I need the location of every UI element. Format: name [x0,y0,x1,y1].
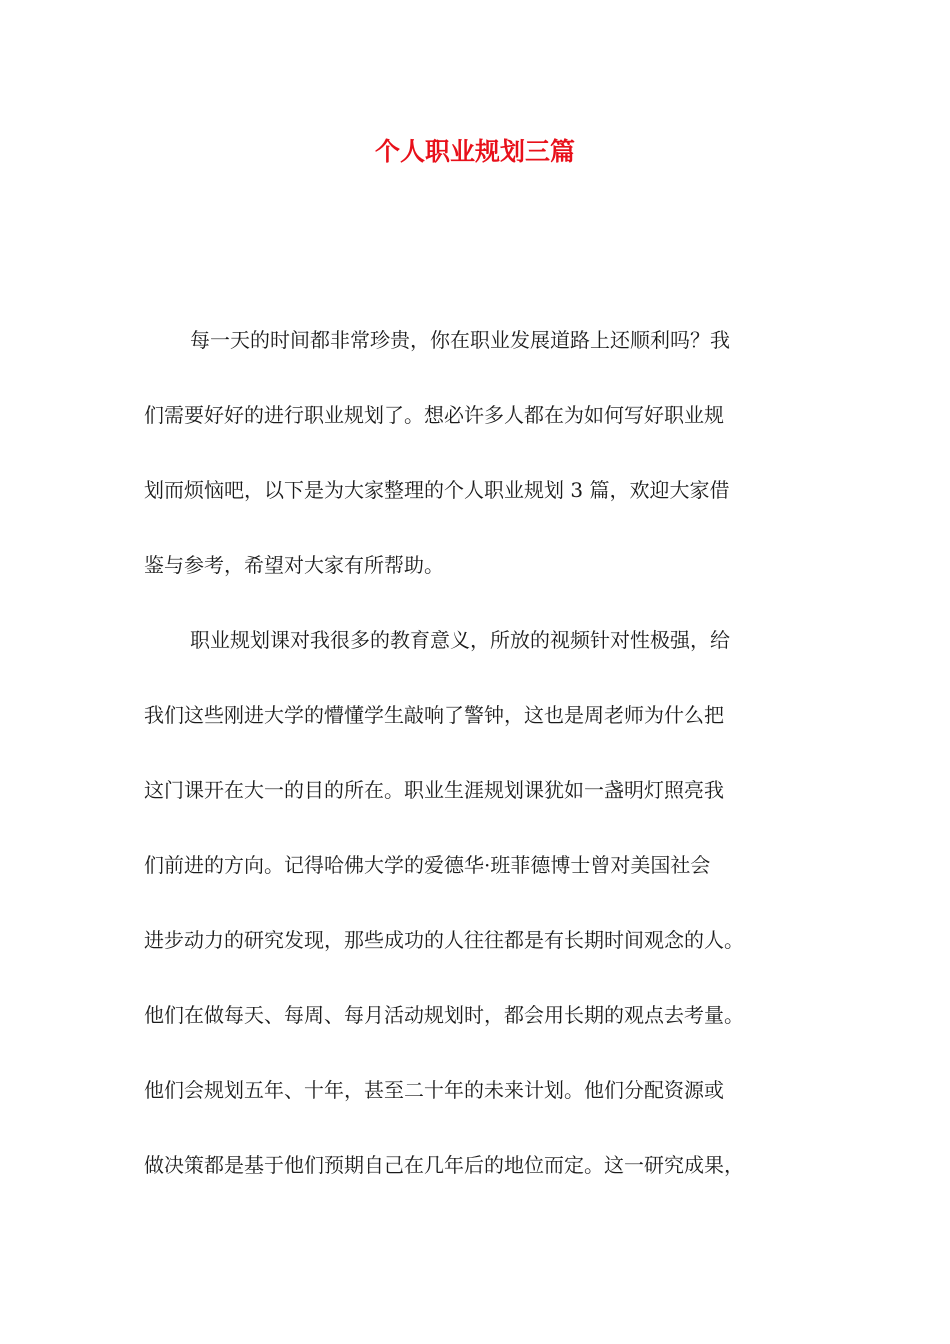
paragraph-2-line-6: 他们在做每天、每周、每月活动规划时，都会用长期的观点去考量。 [144,1003,744,1027]
paragraph-1-line-2: 们需要好好的进行职业规划了。想必许多人都在为如何写好职业规 [144,403,724,427]
paragraph-2-line-5: 进步动力的研究发现，那些成功的人往往都是有长期时间观念的人。 [144,928,744,952]
paragraph-2-line-4: 们前进的方向。记得哈佛大学的爱德华·班菲德博士曾对美国社会 [144,853,711,877]
paragraph-2-line-2: 我们这些刚进大学的懵懂学生敲响了警钟，这也是周老师为什么把 [144,703,724,727]
paragraph-2-line-3: 这门课开在大一的目的所在。职业生涯规划课犹如一盏明灯照亮我 [144,778,724,802]
paragraph-2-line-7: 他们会规划五年、十年，甚至二十年的未来计划。他们分配资源或 [144,1078,724,1102]
paragraph-1-line-1: 每一天的时间都非常珍贵，你在职业发展道路上还顺利吗？我 [190,328,730,352]
paragraph-1-line-4: 鉴与参考，希望对大家有所帮助。 [144,553,444,577]
paragraph-2-line-1: 职业规划课对我很多的教育意义，所放的视频针对性极强，给 [190,628,730,652]
paragraph-2-line-8: 做决策都是基于他们预期自己在几年后的地位而定。这一研究成果， [144,1153,744,1177]
paragraph-1-line-3: 划而烦恼吧，以下是为大家整理的个人职业规划 3 篇，欢迎大家借 [144,478,730,502]
document-title: 个人职业规划三篇 [374,137,575,166]
